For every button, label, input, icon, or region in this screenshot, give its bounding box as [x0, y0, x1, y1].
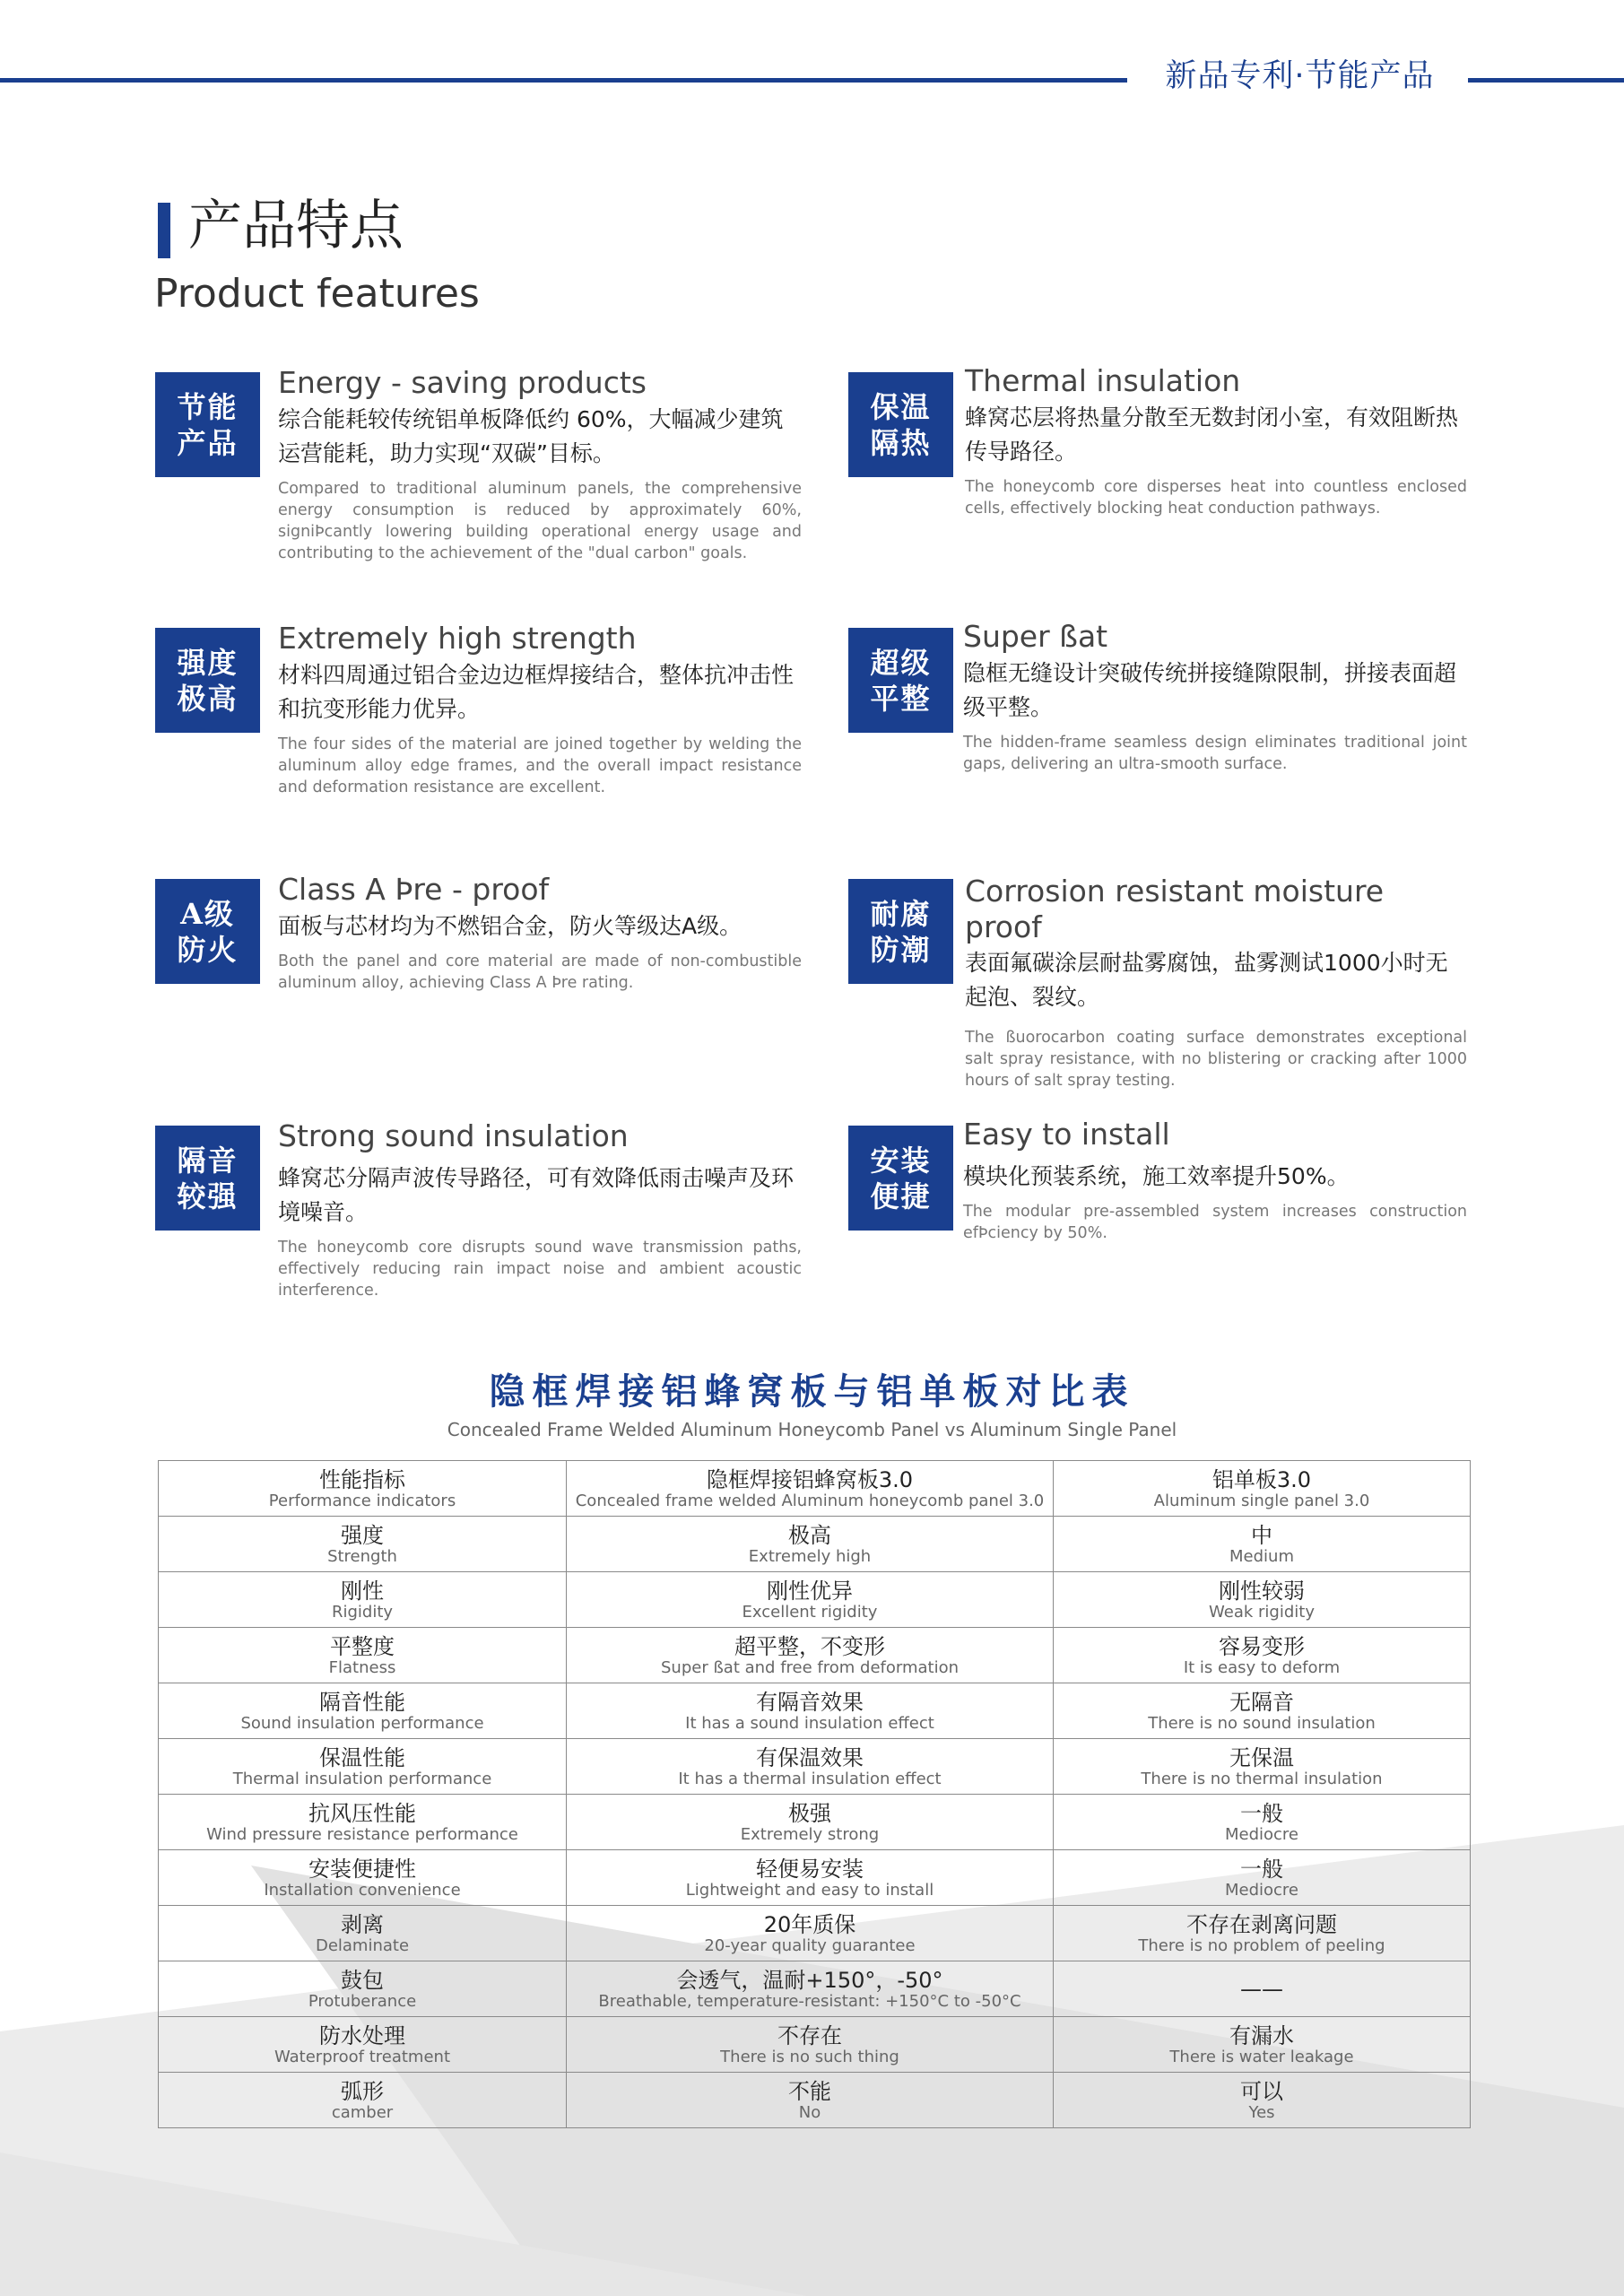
cell-en: Rigidity	[331, 1602, 394, 1622]
cell-cn: 一般	[1240, 1800, 1283, 1826]
feature-badge	[848, 1126, 953, 1231]
table-cell	[159, 2073, 567, 2128]
table-cell	[1054, 1961, 1471, 2017]
table-cell	[1054, 2017, 1471, 2073]
cell-cn: 无隔音	[1229, 1689, 1294, 1715]
cell-cn: 弧形	[341, 2078, 384, 2104]
table-cell	[567, 1628, 1054, 1683]
cell-cn: 会透气，温耐+150°，-50°	[676, 1967, 943, 1993]
cell-cn: 平整度	[330, 1633, 395, 1659]
cell-cn: 轻便易安装	[756, 1856, 864, 1882]
table-cell	[159, 1850, 567, 1906]
cell-en: Delaminate	[315, 1935, 410, 1955]
cell-en: Mediocre	[1224, 1880, 1299, 1900]
cell-cn: 刚性	[341, 1578, 384, 1604]
comparison-title: 隐框焊接铝蜂窝板与铝单板对比表	[489, 1371, 1135, 1413]
badge-line: 防火	[177, 932, 239, 967]
feature-desc-cn: 表面氟碳涂层耐盐雾腐蚀，盐雾测试1000小时无起泡、裂纹。	[965, 950, 1448, 1011]
cell-cn: 防水处理	[319, 2022, 405, 2048]
table-row	[159, 1517, 1471, 1572]
cell-en: Installation convenience	[264, 1880, 461, 1900]
badge-line: 平整	[870, 681, 932, 716]
cell-cn: 不存在剥离问题	[1186, 1911, 1337, 1937]
feature-desc-cn: 蜂窝芯分隔声波传导路径，可有效降低雨击噪声及环境噪音。	[278, 1164, 795, 1225]
cell-en: Concealed frame welded Aluminum honeycomb panel 3.0	[575, 1491, 1045, 1510]
table-cell	[1054, 1850, 1471, 1906]
table-cell	[567, 1906, 1054, 1961]
table-cell	[1054, 1628, 1471, 1683]
table-cell	[567, 1850, 1054, 1906]
comparison-table	[158, 1460, 1471, 2128]
table-cell	[1054, 2073, 1471, 2128]
cell-en: It has a thermal insulation effect	[678, 1769, 942, 1788]
cell-cn: 抗风压性能	[308, 1800, 416, 1826]
cell-cn: 刚性优异	[767, 1578, 853, 1604]
cell-en: Lightweight and easy to install	[685, 1880, 934, 1900]
table-row	[159, 1850, 1471, 1906]
table-row	[159, 1628, 1471, 1683]
badge-line: 便捷	[870, 1178, 932, 1213]
table-cell	[1054, 1683, 1471, 1739]
table-cell	[567, 1795, 1054, 1850]
cell-en: 20-year quality guarantee	[704, 1935, 916, 1955]
feature-desc-cn: 材料四周通过铝合金边边框焊接结合，整体抗冲击性和抗变形能力优异。	[278, 661, 795, 722]
cell-en: Flatness	[328, 1657, 396, 1677]
feature-desc-en: The honeycomb core disperses heat into countless enclosed cells, effectively blocking heat conduction pathways.	[965, 477, 1467, 517]
table-row	[159, 1906, 1471, 1961]
cell-en: There is water leakage	[1169, 2047, 1354, 2066]
cell-en: It has a sound insulation effect	[685, 1713, 934, 1733]
cell-en: Mediocre	[1224, 1824, 1299, 1844]
cell-cn: 有漏水	[1229, 2022, 1294, 2048]
feature-title: Corrosion resistant moisture proof	[965, 874, 1385, 944]
table-cell	[1054, 1795, 1471, 1850]
feature-desc-en: The honeycomb core disrupts sound wave transmission paths, effectively reducing rain impact noise and ambient acoustic interference.	[278, 1238, 802, 1300]
badge-line: 安装	[870, 1143, 932, 1178]
badge-line: 较强	[177, 1178, 239, 1213]
cell-en: Waterproof treatment	[274, 2047, 451, 2066]
cell-cn: 有隔音效果	[756, 1689, 864, 1715]
table-row	[159, 2017, 1471, 2073]
badge-line: 耐腐	[870, 896, 932, 931]
cell-en: There is no thermal insulation	[1141, 1769, 1383, 1788]
table-cell	[567, 1683, 1054, 1739]
feature-badge	[848, 628, 953, 733]
feature-desc-en: The hidden-frame seamless design eliminates traditional joint gaps, delivering an ultra-smooth surface.	[963, 733, 1467, 773]
cell-en: No	[798, 2102, 821, 2122]
header-rule-right	[1468, 78, 1624, 83]
cell-cn: 不存在	[777, 2022, 842, 2048]
cell-cn: 容易变形	[1219, 1633, 1305, 1659]
cell-cn: 极强	[788, 1800, 831, 1826]
feature-desc-en: Both the panel and core material are made of non-combustible aluminum alloy, achieving Class A Þre rating.	[278, 952, 802, 992]
header-title: 新品专利·节能产品	[1165, 58, 1435, 94]
table-row	[159, 1683, 1471, 1739]
table-cell	[567, 2017, 1054, 2073]
badge-line: 隔音	[177, 1143, 239, 1178]
feature-title: Thermal insulation	[965, 363, 1241, 398]
cell-cn: 剥离	[341, 1911, 384, 1937]
cell-cn: 刚性较弱	[1219, 1578, 1305, 1604]
feature-badge	[155, 372, 260, 477]
feature-desc-en: The four sides of the material are joined together by welding the aluminum alloy edge frames, and the overall impact resistance and deformation resistance are excellent.	[278, 735, 802, 796]
cell-en: Aluminum single panel 3.0	[1153, 1491, 1370, 1510]
table-cell	[159, 1572, 567, 1628]
cell-en: There is no problem of peeling	[1138, 1935, 1385, 1955]
table-cell	[159, 1961, 567, 2017]
feature-badge	[848, 372, 953, 477]
table-cell	[1054, 1517, 1471, 1572]
feature-title: Extremely high strength	[278, 621, 637, 656]
feature-title: Easy to install	[963, 1117, 1170, 1152]
comparison-subtitle: Concealed Frame Welded Aluminum Honeycomb Panel vs Aluminum Single Panel	[447, 1419, 1177, 1440]
feature-title: Energy - saving products	[278, 365, 647, 400]
table-row	[159, 1795, 1471, 1850]
cell-en: It is easy to deform	[1183, 1657, 1341, 1677]
feature-desc-cn: 蜂窝芯层将热量分散至无数封闭小室，有效阻断热传导路径。	[965, 404, 1459, 465]
cell-cn: 一般	[1240, 1856, 1283, 1882]
cell-en: Medium	[1229, 1546, 1294, 1566]
cell-cn: ——	[1240, 1976, 1283, 2002]
feature-desc-cn: 隐框无缝设计突破传统拼接缝隙限制，拼接表面超级平整。	[963, 659, 1457, 720]
table-cell	[1054, 1572, 1471, 1628]
cell-cn: 鼓包	[341, 1967, 384, 1993]
cell-en: Extremely strong	[740, 1824, 880, 1844]
cell-cn: 保温性能	[319, 1744, 405, 1770]
cell-en: Protuberance	[308, 1991, 417, 2011]
cell-cn: 强度	[341, 1522, 384, 1548]
cell-cn: 无保温	[1229, 1744, 1294, 1770]
table-cell	[159, 1795, 567, 1850]
cell-cn: 可以	[1240, 2078, 1283, 2104]
badge-line: 超级	[870, 645, 932, 680]
section-marker	[158, 203, 170, 258]
table-header-row	[159, 1461, 1471, 1517]
feature-title: Strong sound insulation	[278, 1118, 629, 1153]
table-cell	[159, 2017, 567, 2073]
cell-en: Super ßat and free from deformation	[661, 1657, 959, 1677]
cell-en: Sound insulation performance	[240, 1713, 484, 1733]
cell-en: Excellent rigidity	[742, 1602, 878, 1622]
table-cell	[1054, 1906, 1471, 1961]
feature-desc-en: Compared to traditional aluminum panels, the comprehensive energy consumption is reduced by approximately 60%, signiÞcantly lowering building operational energy usage and contributing to the achievement of the "dual carbon" goals.	[278, 479, 802, 562]
table-row	[159, 1572, 1471, 1628]
section-title: 产品特点	[188, 195, 404, 257]
header-rule-left	[0, 78, 1127, 83]
badge-line: 节能	[177, 389, 239, 424]
table-cell	[159, 1628, 567, 1683]
cell-cn: 中	[1251, 1522, 1272, 1548]
cell-en: Thermal insulation performance	[232, 1769, 492, 1788]
table-header-cell	[1054, 1461, 1471, 1517]
badge-line: 隔热	[870, 425, 932, 460]
badge-line: 防潮	[870, 932, 932, 967]
feature-title: Class A Þre - proof	[278, 872, 550, 907]
cell-cn: 隐框焊接铝蜂窝板3.0	[706, 1466, 914, 1492]
cell-en: Extremely high	[748, 1546, 872, 1566]
feature-badge	[155, 628, 260, 733]
table-row	[159, 2073, 1471, 2128]
table-row	[159, 1739, 1471, 1795]
cell-cn: 隔音性能	[319, 1689, 405, 1715]
table-cell	[567, 1572, 1054, 1628]
cell-en: Breathable, temperature-resistant: +150°C to -50°C	[598, 1991, 1021, 2011]
table-cell	[159, 1517, 567, 1572]
cell-cn: 超平整，不变形	[734, 1633, 885, 1659]
cell-en: camber	[331, 2102, 394, 2122]
feature-desc-cn: 综合能耗较传统铝单板降低约 60%，大幅减少建筑运营能耗，助力实现“双碳”目标。	[278, 405, 784, 466]
table-cell	[567, 1961, 1054, 2017]
cell-cn: 极高	[788, 1522, 831, 1548]
table-cell	[159, 1906, 567, 1961]
section-subtitle: Product features	[154, 271, 480, 317]
badge-line: 保温	[870, 389, 932, 424]
cell-cn: 不能	[788, 2078, 831, 2104]
cell-en: Yes	[1248, 2102, 1275, 2122]
feature-title: Super ßat	[963, 619, 1108, 654]
feature-badge	[155, 1126, 260, 1231]
cell-en: There is no sound insulation	[1148, 1713, 1376, 1733]
table-header-cell	[567, 1461, 1054, 1517]
cell-cn: 有保温效果	[756, 1744, 864, 1770]
feature-desc-cn: 模块化预装系统，施工效率提升50%。	[963, 1162, 1350, 1189]
badge-line: 产品	[177, 425, 239, 460]
feature-desc-en: The modular pre-assembled system increases construction efÞciency by 50%.	[963, 1202, 1467, 1242]
badge-line: 强度	[177, 645, 239, 680]
cell-cn: 性能指标	[319, 1466, 405, 1492]
cell-en: There is no such thing	[720, 2047, 899, 2066]
table-cell	[567, 1517, 1054, 1572]
table-cell	[567, 1739, 1054, 1795]
cell-en: Weak rigidity	[1209, 1602, 1315, 1622]
table-row	[159, 1961, 1471, 2017]
badge-line: 极高	[177, 681, 239, 716]
cell-cn: 铝单板3.0	[1211, 1466, 1312, 1492]
table-cell	[567, 2073, 1054, 2128]
table-cell	[159, 1739, 567, 1795]
cell-cn: 安装便捷性	[308, 1856, 416, 1882]
table-header-cell	[159, 1461, 567, 1517]
table-cell	[1054, 1739, 1471, 1795]
table-cell	[159, 1683, 567, 1739]
cell-en: Performance indicators	[268, 1491, 456, 1510]
cell-en: Wind pressure resistance performance	[206, 1824, 518, 1844]
cell-cn: 20年质保	[763, 1911, 856, 1937]
feature-desc-en: The ßuorocarbon coating surface demonstrates exceptional salt spray resistance, with no blistering or cracking after 1000 hours of salt spray testing.	[965, 1029, 1467, 1091]
badge-line: A级	[180, 896, 235, 931]
feature-desc-cn: 面板与芯材均为不燃铝合金，防火等级达A级。	[278, 912, 743, 939]
feature-badge	[848, 879, 953, 984]
feature-badge	[155, 879, 260, 984]
cell-en: Strength	[327, 1546, 397, 1566]
